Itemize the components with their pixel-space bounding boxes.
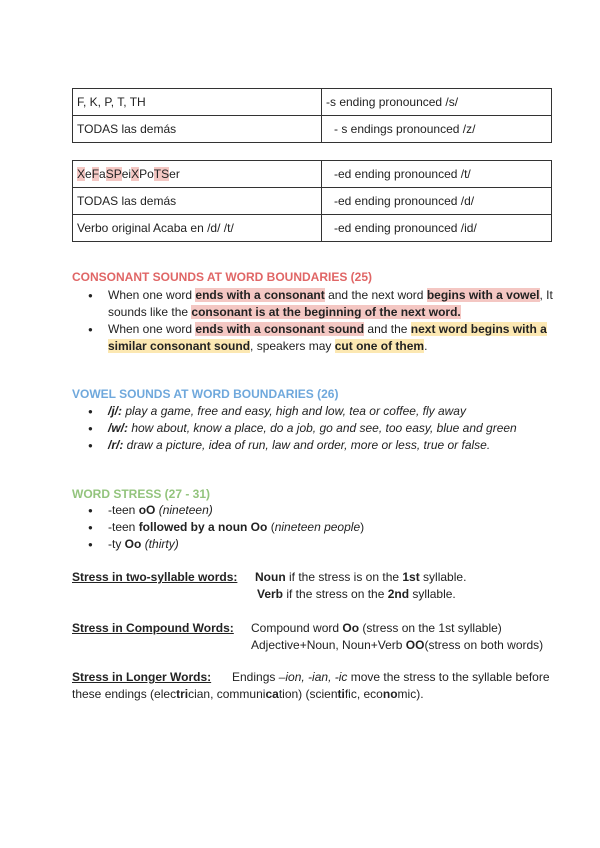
stress-pattern: followed by a noun Oo: [138, 520, 268, 534]
list-item: [72, 437, 554, 454]
table-cell: -ed ending pronounced /id/: [322, 215, 552, 242]
text: , It sounds like the: [108, 288, 553, 319]
text: (stress on both words): [424, 638, 544, 652]
text: (: [267, 520, 275, 534]
list-item: [72, 536, 554, 553]
sound-label: /j/:: [108, 404, 122, 418]
xefaspeixpotser-cell: [73, 161, 322, 188]
stress-list: [72, 502, 554, 553]
letter: e: [85, 167, 92, 181]
list-item: [72, 420, 554, 437]
highlight: consonant is at the beginning of the next word.: [191, 305, 461, 319]
s-ending-table: [72, 88, 552, 143]
text: syllable.: [419, 570, 467, 584]
two-syllable-noun-line: [255, 569, 466, 586]
text: syllable.: [409, 587, 456, 601]
longer-words-line-1: [232, 669, 550, 686]
table-cell: - s endings pronounced /z/: [322, 116, 552, 143]
text: if the stress on the: [283, 587, 388, 601]
table-cell: F, K, P, T, TH: [73, 89, 322, 116]
example: (nineteen): [158, 503, 213, 517]
table-cell: -ed ending pronounced /d/: [322, 188, 552, 215]
highlight-letter: X: [77, 167, 86, 181]
example: (thirty): [144, 537, 179, 551]
text: -teen: [108, 520, 139, 534]
two-syllable-verb-line: [257, 586, 456, 603]
text: cian, communi: [188, 687, 266, 701]
text: OO: [405, 638, 425, 652]
highlight: ends with a consonant sound: [195, 322, 365, 336]
sound-label: /w/:: [108, 421, 128, 435]
list-item: [72, 403, 554, 420]
examples: how about, know a place, do a job, go and see, too easy, blue and green: [128, 421, 517, 435]
table-cell: -ed ending pronounced /t/: [322, 161, 552, 188]
letter: Po: [139, 167, 154, 181]
compound-line-2: [251, 637, 543, 654]
stress-pattern: oO: [138, 503, 156, 517]
longer-words-label: Stress in Longer Words:: [72, 670, 212, 684]
stressed-syllable: ti: [337, 687, 345, 701]
stressed-syllable: ca: [265, 687, 279, 701]
table-cell: TODAS las demás: [73, 188, 322, 215]
list-item: [72, 321, 554, 355]
text: –ion, -ian, -ic: [278, 670, 348, 684]
letter: er: [169, 167, 180, 181]
text: ): [360, 520, 365, 534]
text: -ty: [108, 537, 125, 551]
text: 1st: [402, 570, 420, 584]
table-cell: -s ending pronounced /s/: [322, 89, 552, 116]
text: Verb: [257, 587, 284, 601]
examples: draw a picture, idea of run, law and order, more or less, true or false.: [123, 438, 491, 452]
table-cell: Verbo original Acaba en /d/ /t/: [73, 215, 322, 242]
list-item: [72, 287, 554, 321]
list-item: [72, 519, 554, 536]
letter: a: [99, 167, 106, 181]
table-row: [73, 188, 552, 215]
list-item: [72, 502, 554, 519]
vowel-list: [72, 403, 554, 454]
highlight: begins with a vowel: [426, 288, 540, 302]
highlight-letter: SP: [105, 167, 122, 181]
compound-label: Stress in Compound Words:: [72, 621, 234, 635]
text: -teen: [108, 503, 139, 517]
consonant-heading: CONSONANT SOUNDS AT WORD BOUNDARIES (25): [72, 270, 373, 284]
text: Adjective+Noun, Noun+Verb: [251, 638, 406, 652]
longer-words-line-2: [72, 686, 424, 703]
table-row: [73, 89, 552, 116]
compound-line-1: [251, 620, 502, 637]
text: Noun: [255, 570, 286, 584]
highlight: next word begins with a similar consonant sound: [108, 322, 547, 353]
text: (stress on the 1st syllable): [359, 621, 502, 635]
highlight: cut one of them: [334, 339, 425, 353]
two-syllable-label: Stress in two-syllable words:: [72, 570, 238, 584]
highlight-letter: X: [131, 167, 140, 181]
consonant-list: [72, 287, 554, 355]
example: nineteen people: [274, 520, 361, 534]
text: mic).: [397, 687, 424, 701]
text: Compound word: [251, 621, 343, 635]
table-row: [73, 161, 552, 188]
text: move the stress to the syllable before: [347, 670, 550, 684]
text: and the: [364, 322, 411, 336]
text: , speakers may: [250, 339, 335, 353]
table-cell: TODAS las demás: [73, 116, 322, 143]
stress-heading: WORD STRESS (27 - 31): [72, 487, 211, 501]
vowel-heading: VOWEL SOUNDS AT WORD BOUNDARIES (26): [72, 387, 339, 401]
text: When one word: [108, 288, 196, 302]
stress-pattern: Oo: [124, 537, 142, 551]
letter: ei: [121, 167, 132, 181]
text: and the next word: [324, 288, 427, 302]
stressed-syllable: no: [382, 687, 398, 701]
text: tion) (scien: [278, 687, 338, 701]
text: When one word: [108, 322, 196, 336]
examples: play a game, free and easy, high and low, tea or coffee, fly away: [122, 404, 466, 418]
text: 2nd: [387, 587, 410, 601]
table-row: [73, 116, 552, 143]
sound-label: /r/:: [108, 438, 124, 452]
text: Endings: [232, 670, 279, 684]
highlight-letter: F: [91, 167, 100, 181]
ed-ending-table: [72, 160, 552, 242]
highlight: ends with a consonant: [195, 288, 325, 302]
text: these endings (elec: [72, 687, 177, 701]
table-row: [73, 215, 552, 242]
text: .: [424, 339, 428, 353]
text: fic, eco: [344, 687, 383, 701]
text: if the stress is on the: [285, 570, 403, 584]
highlight-letter: TS: [153, 167, 170, 181]
stressed-syllable: tri: [176, 687, 189, 701]
text: Oo: [342, 621, 360, 635]
